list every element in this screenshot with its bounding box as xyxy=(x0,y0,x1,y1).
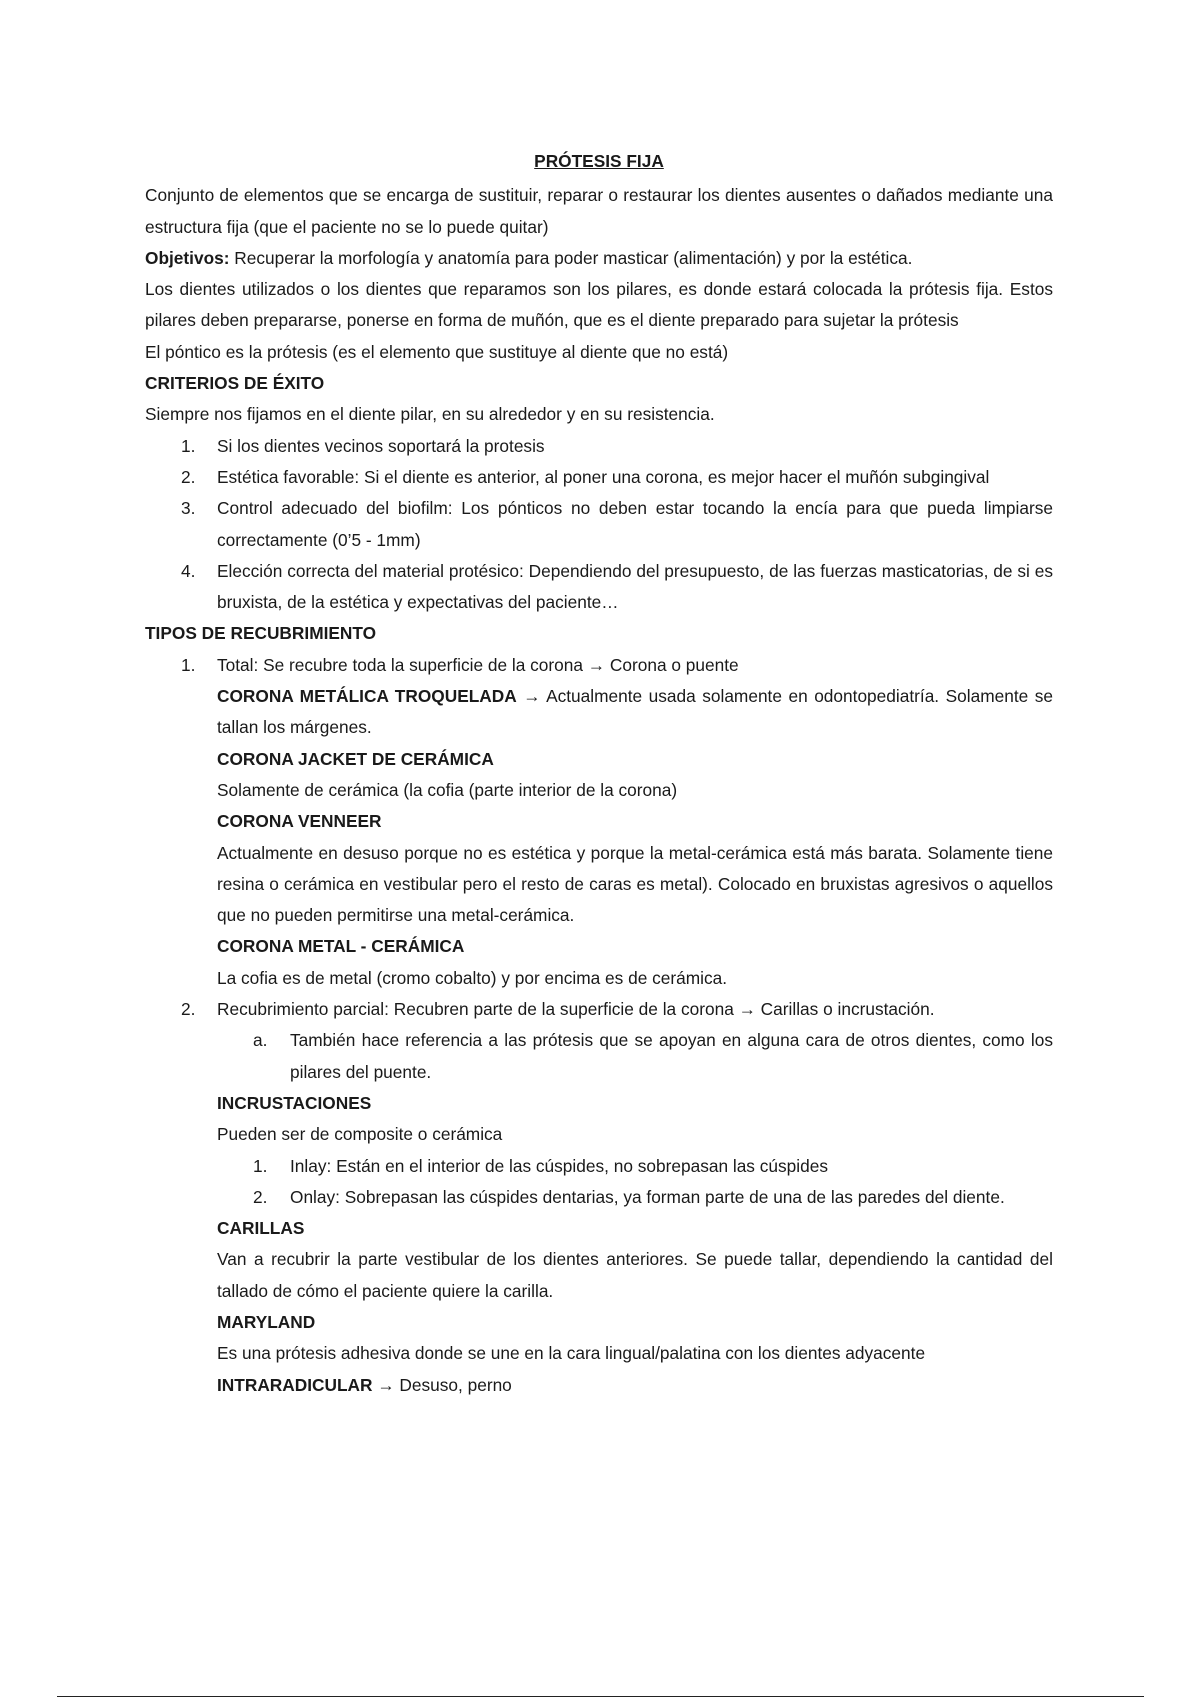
partial-coverage-text: Recubrimiento parcial: Recubren parte de la superficie de la corona → Carillas o incrustación. xyxy=(217,999,935,1020)
veneers-title: CARILLAS xyxy=(217,1218,305,1239)
types-heading: TIPOS DE RECUBRIMIENTO xyxy=(145,623,377,644)
criteria-intro: Siempre nos fijamos en el diente pilar, en su alrededor y en su resistencia. xyxy=(145,404,715,425)
list-item xyxy=(145,431,1053,462)
maryland-text: Es una prótesis adhesiva donde se une en la cara lingual/palatina con los dientes adyacente xyxy=(217,1343,926,1364)
list-item xyxy=(145,1151,1053,1182)
list-item-text: Elección correcta del material protésico: Dependiendo del presupuesto, de las fuerzas masticatorias, de si es bruxista, de la estética y expectativas del paciente… xyxy=(217,560,1053,613)
partial-details-2 xyxy=(145,1213,1053,1401)
veneer-crown-text: Actualmente en desuso porque no es estética y porque la metal-cerámica está más barata. Solamente tiene resina o cerámica en vestibular pero el resto de caras es metal). Colocado en bruxistas agresivos o aquellos que no pueden permitirse una metal-cerámica. xyxy=(217,842,1053,926)
maryland-title: MARYLAND xyxy=(217,1311,316,1332)
list-letter: a. xyxy=(253,1030,268,1051)
footer-divider xyxy=(57,1696,1144,1697)
list-item xyxy=(145,1182,1053,1213)
jacket-crown-title: CORONA JACKET DE CERÁMICA xyxy=(217,748,494,769)
list-item-text: Onlay: Sobrepasan las cúspides dentarias, ya forman parte de una de las paredes del diente. xyxy=(290,1186,1005,1207)
jacket-crown-text: Solamente de cerámica (la cofia (parte interior de la corona) xyxy=(217,779,678,800)
list-item xyxy=(145,493,1053,556)
list-number: 2. xyxy=(181,466,196,487)
list-number: 1. xyxy=(253,1155,268,1176)
intraradicular-text: → Desuso, perno xyxy=(372,1374,512,1395)
intraradicular-paragraph xyxy=(217,1370,1053,1401)
list-number: 1. xyxy=(181,435,196,456)
pillars-paragraph: Los dientes utilizados o los dientes que reparamos son los pilares, es donde estará colocada la prótesis fija. Estos pilares deben prepararse, ponerse en forma de muñón, que es el diente preparado para sujetar la prótesis xyxy=(145,279,1053,331)
list-item xyxy=(145,556,1053,619)
metal-crown-text: → Actualmente usada solamente en odontopediatría. Solamente se tallan los márgenes. xyxy=(217,686,1053,738)
total-coverage-item xyxy=(145,650,1053,994)
partial-coverage-item xyxy=(145,994,1053,1025)
partial-sub-item xyxy=(145,1025,1053,1088)
page-title: PRÓTESIS FIJA xyxy=(534,151,664,171)
objectives-paragraph xyxy=(145,243,1053,274)
criteria-list xyxy=(145,431,1053,619)
list-number: 2. xyxy=(253,1186,268,1207)
list-item xyxy=(145,462,1053,493)
list-item-text: Inlay: Están en el interior de las cúspides, no sobrepasan las cúspides xyxy=(290,1155,828,1176)
pontic-paragraph: El póntico es la prótesis (es el elemento que sustituye al diente que no está) xyxy=(145,341,729,362)
metal-crown-paragraph xyxy=(217,681,1053,744)
intro-paragraph: Conjunto de elementos que se encarga de sustituir, reparar o restaurar los dientes ausentes o dañados mediante una estructura fija (que el paciente no se lo puede quitar) xyxy=(145,185,1053,237)
partial-details xyxy=(145,1088,1053,1151)
list-number: 3. xyxy=(181,498,196,519)
metal-ceramic-title: CORONA METAL - CERÁMICA xyxy=(217,936,465,957)
veneer-crown-title: CORONA VENNEER xyxy=(217,811,382,832)
veneers-text: Van a recubrir la parte vestibular de los dientes anteriores. Se puede tallar, dependiendo la cantidad del tallado de cómo el paciente quiere la carilla. xyxy=(217,1249,1053,1301)
list-number: 4. xyxy=(181,560,196,581)
partial-sub-text: También hace referencia a las prótesis que se apoyan en alguna cara de otros dientes, como los pilares del puente. xyxy=(290,1030,1053,1082)
inlays-text: Pueden ser de composite o cerámica xyxy=(217,1124,503,1145)
objectives-label: Objetivos: xyxy=(145,247,230,268)
criteria-heading: CRITERIOS DE ÉXITO xyxy=(145,373,325,394)
list-item-text: Control adecuado del biofilm: Los pónticos no deben estar tocando la encía para que pueda limpiarse correctamente (0’5 - 1mm) xyxy=(217,498,1053,550)
total-coverage-text: Total: Se recubre toda la superficie de la corona → Corona o puente xyxy=(217,654,739,675)
metal-crown-title: CORONA METÁLICA TROQUELADA xyxy=(217,686,517,707)
list-item-text: Estética favorable: Si el diente es anterior, al poner una corona, es mejor hacer el muñón subgingival xyxy=(217,466,990,487)
list-number: 2. xyxy=(181,999,196,1020)
list-item-text: Si los dientes vecinos soportará la protesis xyxy=(217,435,545,456)
intraradicular-title: INTRARADICULAR xyxy=(217,1374,373,1395)
inlays-list xyxy=(145,1151,1053,1214)
document-page xyxy=(145,146,1053,1401)
metal-ceramic-text: La cofia es de metal (cromo cobalto) y por encima es de cerámica. xyxy=(217,967,728,988)
list-number: 1. xyxy=(181,654,196,675)
objectives-text: Recuperar la morfología y anatomía para poder masticar (alimentación) y por la estética. xyxy=(229,247,913,268)
inlays-title: INCRUSTACIONES xyxy=(217,1092,372,1113)
